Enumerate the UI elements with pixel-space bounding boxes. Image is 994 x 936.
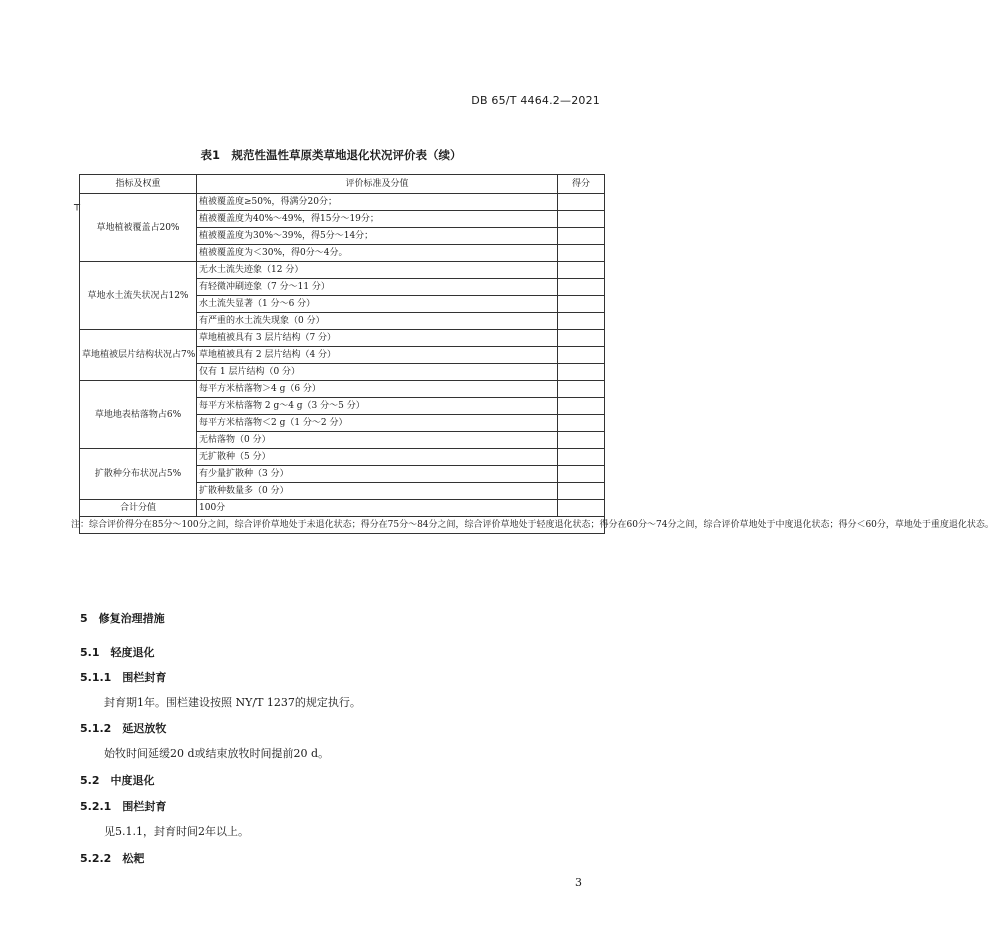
indicator-cell: 草地地表枯落物占6% [80, 381, 197, 449]
score-cell [558, 364, 605, 381]
criteria-cell: 每平方米枯落物＜2 g（1 分～2 分） [197, 415, 558, 432]
criteria-cell: 仅有 1 层片结构（0 分） [197, 364, 558, 381]
page-number: 3 [575, 876, 582, 889]
section-5-1-1-heading: 5.1.1 围栏封育 [80, 671, 167, 684]
criteria-cell: 水土流失显著（1 分～6 分） [197, 296, 558, 313]
section-5-2-1-heading: 5.2.1 围栏封育 [80, 800, 167, 813]
score-cell [558, 296, 605, 313]
note-row [80, 517, 605, 534]
section-5-1-heading: 5.1 轻度退化 [80, 646, 155, 659]
document-code: DB 65/T 4464.2—2021 [471, 94, 600, 107]
table-note: 注：综合评价得分在85分～100分之间，综合评价草地处于未退化状态；得分在75分～84分之间，综合评价草地处于轻度退化状态；得分在60分～74分之间，综合评价草地处于中度退化状态；得分＜60分，草地处于重度退化状态。 [80, 517, 605, 534]
table-row [80, 449, 605, 466]
criteria-cell: 每平方米枯落物 2 g～4 g（3 分～5 分） [197, 398, 558, 415]
paragraph-5-1-2: 始牧时间延缓20 d或结束放牧时间提前20 d。 [104, 747, 330, 760]
criteria-cell: 植被覆盖度为30%～39%，得5分～14分； [197, 228, 558, 245]
score-cell [558, 415, 605, 432]
criteria-cell: 有轻微冲刷迹象（7 分～11 分） [197, 279, 558, 296]
criteria-cell: 无水土流失迹象（12 分） [197, 262, 558, 279]
score-cell [558, 245, 605, 262]
criteria-cell: 草地植被具有 3 层片结构（7 分） [197, 330, 558, 347]
table-row [80, 381, 605, 398]
criteria-cell: 有少量扩散种（3 分） [197, 466, 558, 483]
total-value: 100分 [197, 500, 558, 517]
section-5-1-2-heading: 5.1.2 延迟放牧 [80, 722, 167, 735]
criteria-cell: 植被覆盖度≥50%，得满分20分； [197, 194, 558, 211]
score-cell [558, 194, 605, 211]
criteria-cell: 草地植被具有 2 层片结构（4 分） [197, 347, 558, 364]
header-score: 得分 [558, 175, 605, 194]
indicator-cell: 草地植被层片结构状况占7% [80, 330, 197, 381]
indicator-cell: 扩散种分布状况占5% [80, 449, 197, 500]
criteria-cell: 扩散种数量多（0 分） [197, 483, 558, 500]
table-row [80, 262, 605, 279]
evaluation-table [71, 174, 994, 534]
score-cell [558, 432, 605, 449]
table-row [80, 194, 605, 211]
evaluation-table-container [71, 174, 994, 534]
score-cell [558, 449, 605, 466]
score-cell [558, 228, 605, 245]
score-cell [558, 262, 605, 279]
criteria-cell: 有严重的水土流失现象（0 分） [197, 313, 558, 330]
total-score-cell [558, 500, 605, 517]
score-cell [558, 211, 605, 228]
indicator-cell: 草地水土流失状况占12% [80, 262, 197, 330]
table-title: 表1 规范性温性草原类草地退化状况评价表（续） [200, 148, 462, 162]
criteria-cell: 植被覆盖度为40%～49%，得15分～19分； [197, 211, 558, 228]
paragraph-5-2-1: 见5.1.1，封育时间2年以上。 [104, 825, 249, 838]
section-5-2-heading: 5.2 中度退化 [80, 774, 155, 787]
header-indicator: 指标及权重 [80, 175, 197, 194]
header-criteria: 评价标准及分值 [197, 175, 558, 194]
score-cell [558, 466, 605, 483]
criteria-cell: 植被覆盖度为＜30%，得0分～4分。 [197, 245, 558, 262]
criteria-cell: 无枯落物（0 分） [197, 432, 558, 449]
score-cell [558, 483, 605, 500]
score-cell [558, 279, 605, 296]
criteria-cell: 每平方米枯落物＞4 g（6 分） [197, 381, 558, 398]
total-row [80, 500, 605, 517]
total-label: 合计分值 [80, 500, 197, 517]
score-cell [558, 313, 605, 330]
paragraph-5-1-1: 封育期1年。围栏建设按照 NY/T 1237的规定执行。 [104, 696, 361, 709]
table-header-row [80, 175, 605, 194]
criteria-cell: 无扩散种（5 分） [197, 449, 558, 466]
score-cell [558, 381, 605, 398]
table-row [80, 330, 605, 347]
score-cell [558, 330, 605, 347]
score-cell [558, 347, 605, 364]
section-5-2-2-heading: 5.2.2 松耙 [80, 852, 145, 865]
score-cell [558, 398, 605, 415]
margin-mark: ┬ [74, 200, 81, 211]
section-5-heading: 5 修复治理措施 [80, 612, 165, 625]
indicator-cell: 草地植被覆盖占20% [80, 194, 197, 262]
